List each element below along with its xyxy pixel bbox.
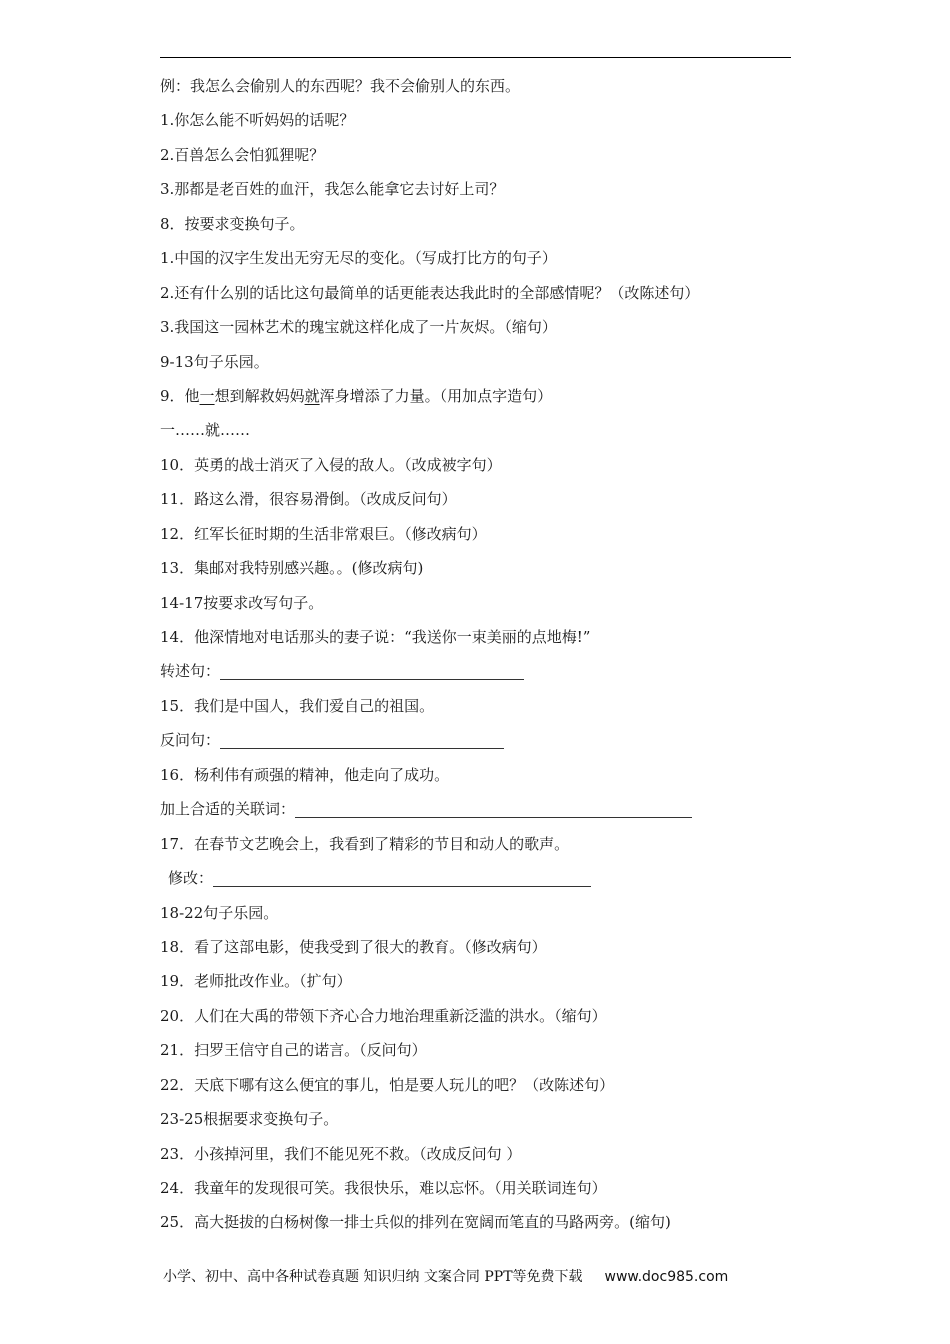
answer-line-16 <box>160 796 800 830</box>
answer-blank[interactable] <box>220 730 504 749</box>
answer-blank[interactable] <box>220 661 524 680</box>
question-7-1: 1.你怎么能不听妈妈的话呢？ <box>160 111 355 130</box>
answer-label: 反问句： <box>160 731 221 750</box>
q9-suffix: 浑身增添了力量。（用加点字造句） <box>319 386 553 405</box>
footer-url-link[interactable]: www.doc985.com <box>604 1269 729 1285</box>
section-heading-9-13: 9-13句子乐园。 <box>160 352 269 371</box>
q9-middle: 想到解救妈妈 <box>214 386 305 405</box>
question-15: 15．我们是中国人，我们爱自己的祖国。 <box>160 696 435 715</box>
question-16: 16．杨利伟有顽强的精神，他走向了成功。 <box>160 765 450 784</box>
example-line: 例：我怎么会偷别人的东西呢？我不会偷别人的东西。 <box>160 77 521 95</box>
question-8: 8．按要求变换句子。 <box>160 214 305 233</box>
question-8-3: 3.我国这一园林艺术的瑰宝就这样化成了一片灰烬。（缩句） <box>160 318 557 337</box>
question-25: 25．高大挺拔的白杨树像一排士兵似的排列在宽阔而笔直的马路两旁。(缩句) <box>160 1213 671 1232</box>
answer-blank[interactable] <box>295 799 692 818</box>
q9-dotted-word-1: 一 <box>199 386 215 405</box>
question-24: 24．我童年的发现很可笑。我很快乐，难以忘怀。（用关联词连句） <box>160 1179 607 1197</box>
question-7-3: 3.那都是老百姓的血汗，我怎么能拿它去讨好上司？ <box>160 180 505 199</box>
question-13: 13．集邮对我特别感兴趣。。(修改病句) <box>160 559 424 578</box>
q9-dotted-word-2: 就 <box>304 386 320 405</box>
page-footer <box>163 1266 728 1286</box>
answer-label: 转述句： <box>160 662 221 681</box>
question-17: 17．在春节文艺晚会上，我看到了精彩的节目和动人的歌声。 <box>160 834 570 853</box>
question-9 <box>160 383 800 417</box>
question-7-2: 2.百兽怎么会怕狐狸呢？ <box>160 145 325 164</box>
answer-blank[interactable] <box>213 868 591 887</box>
question-11: 11．路这么滑，很容易滑倒。（改成反问句） <box>160 490 457 509</box>
section-heading-14-17: 14-17按要求改写句子。 <box>160 593 324 612</box>
answer-line-14 <box>160 658 800 692</box>
question-12: 12．红军长征时期的生活非常艰巨。（修改病句） <box>160 524 487 543</box>
question-18: 18．看了这部电影，使我受到了很大的教育。（修改病句） <box>160 937 547 956</box>
section-heading-23-25: 23-25根据要求变换句子。 <box>160 1110 339 1129</box>
question-8-1: 1.中国的汉字生发出无穷无尽的变化。（写成打比方的句子） <box>160 249 557 268</box>
answer-line-15 <box>160 727 800 761</box>
worksheet-body <box>160 73 800 1244</box>
question-21: 21．扫罗王信守自己的诺言。（反问句） <box>160 1041 427 1060</box>
question-8-2: 2.还有什么别的话比这句最简单的话更能表达我此时的全部感情呢？（改陈述句） <box>160 283 700 302</box>
q9-prefix: 9．他 <box>160 386 200 405</box>
question-20: 20．人们在大禹的带领下齐心合力地治理重新泛滥的洪水。（缩句） <box>160 1006 607 1025</box>
question-10: 10．英勇的战士消灭了入侵的敌人。（改成被字句） <box>160 455 502 474</box>
answer-label: 修改： <box>168 869 214 888</box>
question-9-pattern: 一……就…… <box>160 421 251 440</box>
question-19: 19．老师批改作业。（扩句） <box>160 972 352 991</box>
section-heading-18-22: 18-22句子乐园。 <box>160 903 279 922</box>
header-rule <box>160 57 791 58</box>
question-22: 22．天底下哪有这么便宜的事儿，怕是要人玩儿的吧？（改陈述句） <box>160 1075 615 1094</box>
question-14: 14．他深情地对电话那头的妻子说：“我送你一束美丽的点地梅!” <box>160 628 591 646</box>
question-23: 23．小孩掉河里，我们不能见死不救。（改成反问句 ） <box>160 1144 522 1163</box>
footer-text: 小学、初中、高中各种试卷真题 知识归纳 文案合同 PPT等免费下载 <box>163 1269 583 1285</box>
answer-line-17 <box>160 865 800 899</box>
answer-label: 加上合适的关联词： <box>160 800 296 819</box>
